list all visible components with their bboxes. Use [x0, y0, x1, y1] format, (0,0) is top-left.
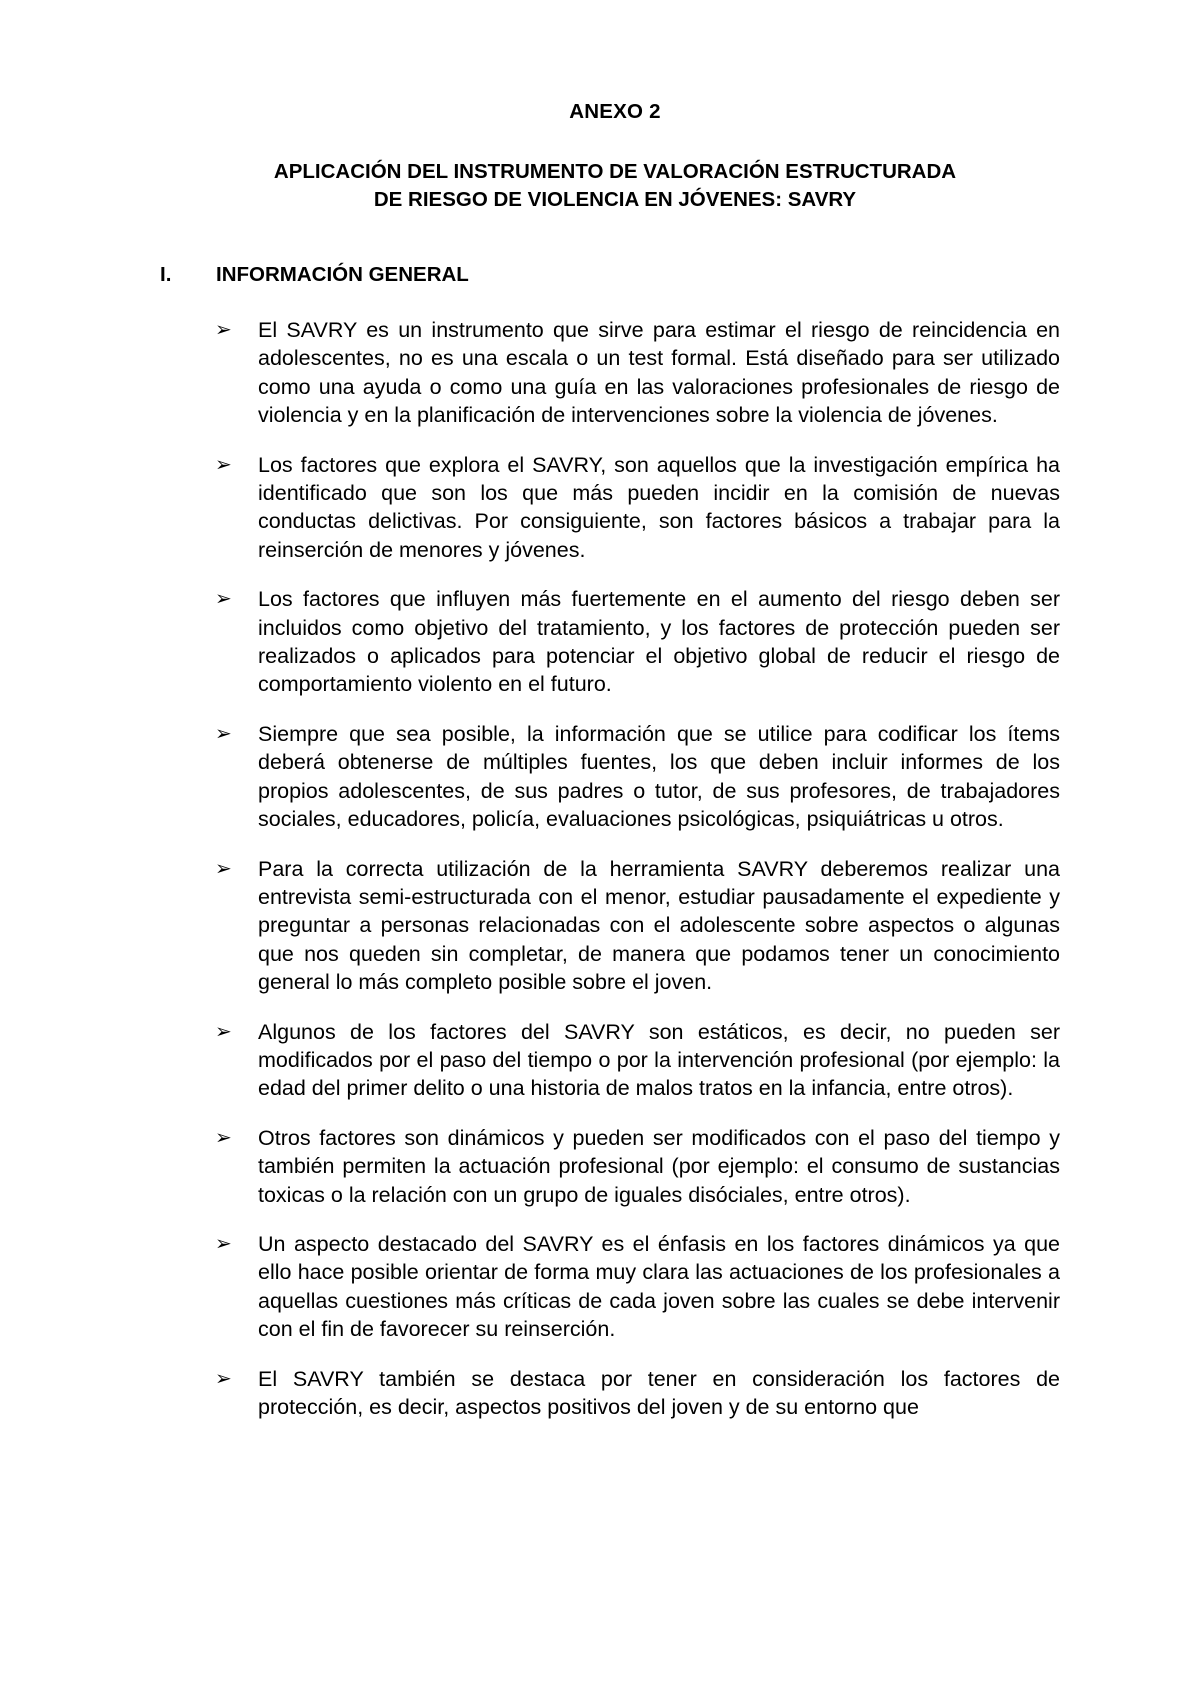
arrow-bullet-icon: ➢	[215, 1232, 232, 1255]
bullet-item	[212, 1124, 1060, 1209]
arrow-bullet-icon: ➢	[215, 1367, 232, 1390]
document-title	[0, 158, 1200, 214]
section-number: I.	[160, 263, 172, 286]
section-title: INFORMACIÓN GENERAL	[216, 263, 469, 286]
bullet-text: Para la correcta utilización de la herramienta SAVRY deberemos realizar una entrevista semi-estructurada con el menor, estudiar pausadamente el expediente y preguntar a personas relacionadas con el adolescente sobre aspectos o algunas que nos queden sin completar, de manera que podamos tener un conocimiento general lo más completo posible sobre el joven.	[258, 856, 1060, 995]
bullet-text: Los factores que influyen más fuertemente en el aumento del riesgo deben ser incluidos como objetivo del tratamiento, y los factores de protección pueden ser realizados o aplicados para potenciar el objetivo global de reducir el riesgo de comportamiento violento en el futuro.	[258, 587, 1060, 697]
arrow-bullet-icon: ➢	[215, 857, 232, 880]
bullet-text: El SAVRY también se destaca por tener en consideración los factores de protección, es decir, aspectos positivos del joven y de su entorno que	[258, 1366, 1060, 1419]
bullet-item	[212, 720, 1060, 834]
arrow-bullet-icon: ➢	[215, 722, 232, 745]
bullet-text: El SAVRY es un instrumento que sirve para estimar el riesgo de reincidencia en adolescentes, no es una escala o un test formal. Está diseñado para ser utilizado como una ayuda o como una guía en las valoraciones profesionales de riesgo de violencia y en la planificación de intervenciones sobre la violencia de jóvenes.	[258, 318, 1060, 428]
title-line-2: DE RIESGO DE VIOLENCIA EN JÓVENES: SAVRY	[373, 188, 857, 211]
bullet-text: Otros factores son dinámicos y pueden ser modificados con el paso del tiempo y también permiten la actuación profesional (por ejemplo: el consumo de sustancias toxicas o la relación con un grupo de iguales disóciales, entre otros).	[258, 1125, 1060, 1207]
bullet-item	[212, 585, 1060, 699]
bullet-item	[212, 1365, 1060, 1422]
bullet-text: Algunos de los factores del SAVRY son estáticos, es decir, no pueden ser modificados por el paso del tiempo o por la intervención profesional (por ejemplo: la edad del primer delito o una historia de malos tratos en la infancia, entre otros).	[258, 1019, 1060, 1101]
bullet-item	[212, 451, 1060, 565]
annex-label: ANEXO 2	[569, 100, 661, 123]
bullet-item	[212, 1018, 1060, 1103]
title-line-1: APLICACIÓN DEL INSTRUMENTO DE VALORACIÓN ESTRUCTURADA	[273, 160, 957, 183]
arrow-bullet-icon: ➢	[215, 453, 232, 476]
arrow-bullet-icon: ➢	[215, 1020, 232, 1043]
bullet-item	[212, 855, 1060, 997]
bullet-text: Siempre que sea posible, la información que se utilice para codificar los ítems deberá obtenerse de múltiples fuentes, los que deben incluir informes de los propios adolescentes, de sus padres o tutor, de sus profesores, de trabajadores sociales, educadores, policía, evaluaciones psicológicas, psiquiátricas u otros.	[258, 721, 1060, 832]
section-heading	[160, 263, 469, 287]
arrow-bullet-icon: ➢	[215, 588, 232, 611]
bullet-item	[212, 1230, 1060, 1344]
bullet-text: Un aspecto destacado del SAVRY es el énfasis en los factores dinámicos ya que ello hace posible orientar de forma muy clara las actuaciones de los profesionales a aquellas cuestiones más críticas de cada joven sobre las cuales se debe intervenir con el fin de favorecer su reinserción.	[258, 1231, 1060, 1342]
arrow-bullet-icon: ➢	[215, 1126, 232, 1149]
bullet-list	[212, 316, 1060, 1442]
bullet-text: Los factores que explora el SAVRY, son aquellos que la investigación empírica ha identificado que son los que más pueden incidir en la comisión de nuevas conductas delictivas. Por consiguiente, son factores básicos a trabajar para la reinserción de menores y jóvenes.	[258, 452, 1060, 562]
bullet-item	[212, 316, 1060, 430]
arrow-bullet-icon: ➢	[215, 319, 232, 341]
